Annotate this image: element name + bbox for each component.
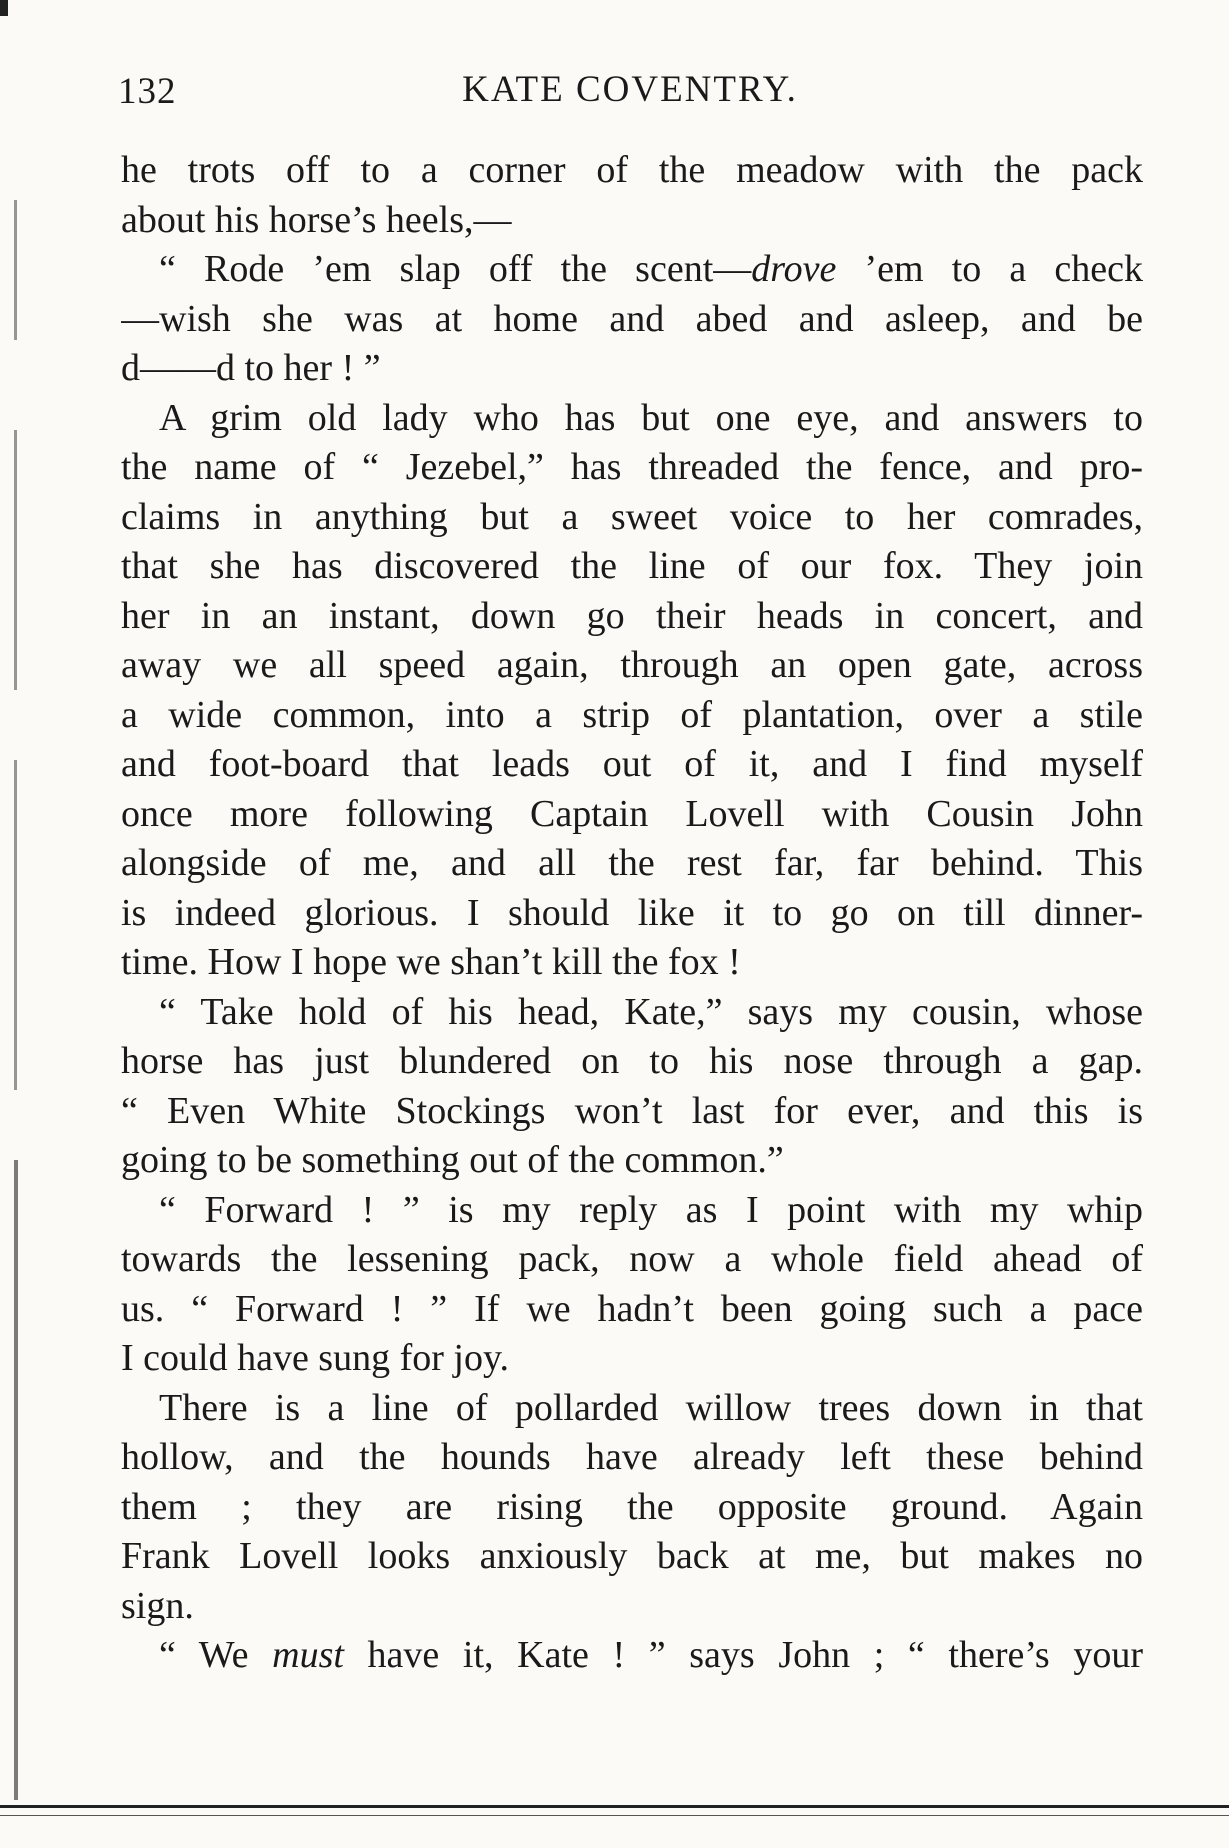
emphasis: drove <box>751 248 837 290</box>
text-line <box>121 691 1143 741</box>
line-text: A grim old lady who has but one eye, and answers to <box>159 396 1143 439</box>
page-header <box>118 62 1142 122</box>
line-text: her in an instant, down go their heads in concert, and <box>121 594 1143 637</box>
line-text: hollow, and the hounds have already left these behind <box>121 1436 1143 1478</box>
line-text: I could have sung for joy. <box>121 1337 509 1379</box>
line-text: d——d to her ! ” <box>121 347 381 389</box>
page-number: 132 <box>118 71 177 112</box>
gutter-shadow <box>14 760 17 1090</box>
line-text: “ Even White Stockings won’t last for ever, and this is <box>121 1089 1143 1132</box>
line-text: he trots off to a corner of the meadow with the pack <box>121 149 1143 191</box>
text-line <box>121 394 1143 444</box>
text-line <box>121 493 1143 543</box>
line-text: alongside of me, and all the rest far, far behind. This <box>121 842 1143 884</box>
text-line <box>121 1483 1143 1533</box>
text-line <box>121 938 1143 988</box>
text-line <box>121 740 1143 790</box>
text-line <box>121 1334 1143 1384</box>
line-text: horse has just blundered on to his nose through a gap. <box>121 1040 1143 1082</box>
text-line <box>121 295 1143 345</box>
text-line <box>121 1186 1143 1236</box>
line-text: and foot-board that leads out of it, and I find myself <box>121 743 1143 785</box>
text-line <box>121 542 1143 592</box>
line-text: once more following Captain Lovell with Cousin John <box>121 792 1143 835</box>
line-text: that she has discovered the line of our fox. They join <box>121 545 1143 587</box>
gutter-shadow <box>14 1160 18 1800</box>
running-title: KATE COVENTRY. <box>462 69 798 110</box>
emphasis: must <box>272 1634 344 1676</box>
line-text: “ Rode ’em slap off the scent— <box>159 248 752 290</box>
text-line <box>121 245 1143 295</box>
line-text: “ We <box>159 1634 273 1676</box>
line-text: There is a line of pollarded willow trees down in that <box>159 1386 1143 1429</box>
text-line <box>121 196 1143 246</box>
text-line <box>121 146 1143 196</box>
text-line <box>121 790 1143 840</box>
text-line <box>121 1631 1143 1681</box>
line-text: the name of “ Jezebel,” has threaded the fence, and pro- <box>121 446 1143 488</box>
line-text: claims in anything but a sweet voice to her comrades, <box>121 495 1143 538</box>
line-text: sign. <box>121 1584 194 1627</box>
text-line <box>121 1433 1143 1483</box>
line-text: towards the lessening pack, now a whole field ahead of <box>121 1238 1143 1280</box>
scan-corner-mark <box>0 0 8 16</box>
bottom-rule-lower <box>0 1815 1229 1816</box>
line-text: is indeed glorious. I should like it to go on till dinner- <box>121 891 1143 934</box>
gutter-shadow <box>14 200 17 340</box>
text-line <box>121 988 1143 1038</box>
text-line <box>121 1087 1143 1137</box>
text-line <box>121 443 1143 493</box>
line-text: us. “ Forward ! ” If we hadn’t been going such a pace <box>121 1287 1143 1330</box>
body-text <box>121 146 1143 1681</box>
text-line <box>121 1582 1143 1632</box>
line-text: “ Forward ! ” is my reply as I point with my whip <box>159 1188 1143 1231</box>
line-text: a wide common, into a strip of plantation, over a stile <box>121 693 1143 736</box>
line-text-continued: ’em to a check <box>836 248 1143 290</box>
line-text: time. How I hope we shan’t kill the fox ! <box>121 941 741 983</box>
text-line <box>121 1037 1143 1087</box>
bottom-rule <box>0 1805 1229 1808</box>
line-text: —wish she was at home and abed and asleep, and be <box>121 297 1143 340</box>
text-line <box>121 592 1143 642</box>
line-text: “ Take hold of his head, Kate,” says my cousin, whose <box>159 990 1143 1033</box>
text-line <box>121 1235 1143 1285</box>
text-line <box>121 1384 1143 1434</box>
text-line <box>121 344 1143 394</box>
text-line <box>121 641 1143 691</box>
line-text-continued: have it, Kate ! ” says John ; “ there’s your <box>343 1634 1143 1676</box>
line-text: Frank Lovell looks anxiously back at me, but makes no <box>121 1535 1143 1577</box>
text-line <box>121 1285 1143 1335</box>
text-line <box>121 1136 1143 1186</box>
text-line <box>121 889 1143 939</box>
line-text: them ; they are rising the opposite ground. Again <box>121 1485 1143 1528</box>
text-line <box>121 839 1143 889</box>
line-text: going to be something out of the common.” <box>121 1139 784 1181</box>
line-text: away we all speed again, through an open gate, across <box>121 644 1143 686</box>
line-text: about his horse’s heels,— <box>121 198 512 241</box>
gutter-shadow <box>14 430 17 690</box>
text-line <box>121 1532 1143 1582</box>
